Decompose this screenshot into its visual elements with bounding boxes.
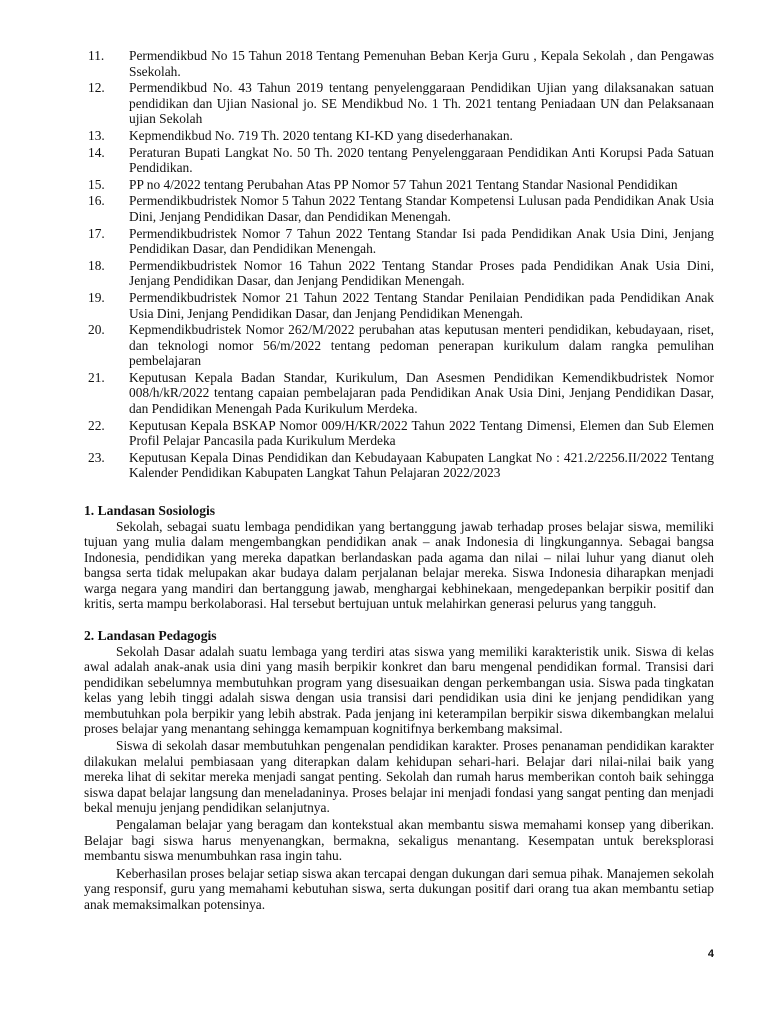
- reference-text: Kepmendikbudristek Nomor 262/M/2022 perubahan atas keputusan menteri pendidikan, kebudayaan, riset, dan teknologi nomor 56/m/2022 tentang pedoman penerapan kurikulum dalam rangka pemulihan pembelajaran: [129, 322, 714, 369]
- reference-text: Permendikbudristek Nomor 21 Tahun 2022 Tentang Standar Penilaian Pendidikan pada Pendidikan Anak Usia Dini, Jenjang Pendidikan Dasar, dan Jenjang Pendidikan Menengah.: [129, 289, 714, 321]
- reference-text: Kepmendikbud No. 719 Th. 2020 tentang KI-KD yang disederhanakan.: [129, 127, 513, 143]
- reference-number: 13.: [88, 127, 105, 143]
- paragraph: Sekolah, sebagai suatu lembaga pendidikan yang bertanggung jawab terhadap proses belajar siswa, memiliki tujuan yang mulia dalam mengembangkan pendidikan anak – anak Indonesia di lingkungannya. Sebagai bangsa Indonesia, pendidikan yang mereka dapatkan berlandaskan pada agama dan nilai – nilai luhur yang dianut oleh bangsa serta tidak melupakan akar budaya dalam perjalanan belajar mereka. Siswa Indonesia diharapkan menjadi warga negara yang mandiri dan bertanggung jawab, menghargai kebhinekaan, mengedepankan berpikir positif dan kritis, serta mampu berkolaborasi. Hal tersebut bertujuan untuk melahirkan generasi pelurus yang tangguh.: [84, 519, 714, 612]
- reference-number: 21.: [88, 369, 105, 385]
- reference-number: 15.: [88, 176, 105, 192]
- section-heading: 2. Landasan Pedagogis: [84, 628, 217, 643]
- reference-item: [88, 193, 714, 224]
- reference-item: [88, 370, 714, 417]
- reference-item: [88, 290, 714, 321]
- reference-text: Permendikbud No 15 Tahun 2018 Tentang Pemenuhan Beban Kerja Guru , Kepala Sekolah , dan Pengawas Ssekolah.: [129, 48, 714, 79]
- paragraph: Sekolah Dasar adalah suatu lembaga yang terdiri atas siswa yang memiliki karakteristik unik. Siswa di kelas awal adalah anak-anak usia dini yang masih berpikir konkret dan baru mengenal pendidikan formal. Transisi dari pendidikan sebelumnya membutuhkan program yang disesuaikan dengan perkembangan usia. Siswa pada tingkatan kelas yang lebih tinggi adalah siswa dengan usia transisi dari pendidikan usia dini ke jenjang pendidikan yang membutuhkan pola berpikir yang lebih abstrak. Pada jenjang ini keterampilan berpikir siswa dikembangkan melalui proses belajar yang menantang sehingga kemampuan kognitifnya berkembang maksimal.: [84, 644, 714, 737]
- reference-item: [88, 48, 714, 79]
- reference-text: PP no 4/2022 tentang Perubahan Atas PP Nomor 57 Tahun 2021 Tentang Standar Nasional Pendidikan: [129, 176, 678, 192]
- section-heading: 1. Landasan Sosiologis: [84, 503, 216, 518]
- reference-text: Keputusan Kepala Dinas Pendidikan dan Kebudayaan Kabupaten Langkat No : 421.2/2256.II/2022 Tentang Kalender Pendidikan Kabupaten Langkat Tahun Pelajaran 2022/2023: [129, 449, 714, 481]
- regulation-reference-list: [88, 48, 714, 482]
- reference-number: 18.: [88, 257, 105, 273]
- page-number: 4: [707, 948, 714, 960]
- reference-number: 16.: [88, 193, 105, 209]
- reference-text: Permendikbudristek Nomor 7 Tahun 2022 Tentang Standar Isi pada Pendidikan Anak Usia Dini, Jenjang Pendidikan Dasar, dan Pendidikan Menengah.: [129, 225, 714, 257]
- reference-number: 14.: [88, 144, 105, 160]
- reference-number: 20.: [88, 322, 105, 338]
- reference-number: 11.: [88, 48, 105, 63]
- reference-item: [88, 145, 714, 176]
- reference-item: [88, 177, 714, 193]
- reference-text: Peraturan Bupati Langkat No. 50 Th. 2020 tentang Penyelenggaraan Pendidikan Anti Korupsi Pada Satuan Pendidikan.: [129, 144, 714, 176]
- reference-item: [88, 80, 714, 127]
- section-landasan-sosiologis: [84, 503, 714, 613]
- paragraph: Siswa di sekolah dasar membutuhkan pengenalan pendidikan karakter. Proses penanaman pendidikan karakter dilakukan melalui pembiasaan yang diterapkan dalam kehidupan sehari-hari. Belajar dari nilai-nilai baik yang mereka lihat di sekitar mereka menjadi sangat penting. Sekolah dan rumah harus memberikan contoh baik sehingga siswa dapat belajar langsung dan meneladaninya. Proses belajar ini menjadi fondasi yang sangat penting dan menjadi bekal menuju jenjang pendidikan selanjutnya.: [84, 738, 714, 816]
- reference-text: Keputusan Kepala Badan Standar, Kurikulum, Dan Asesmen Pendidikan Kemendikbudristek Nomor 008/h/kR/2022 tentang capaian pembelajaran pada Pendidikan Anak Usia Dini, Jenjang Pendidikan Dasar, dan Pendidikan Menengah Pada Kurikulum Merdeka.: [129, 369, 714, 417]
- reference-item: [88, 450, 714, 481]
- section-landasan-pedagogis: [84, 628, 714, 914]
- reference-text: Permendikbud No. 43 Tahun 2019 tentang penyelenggaraan Pendidikan Ujian yang dilaksanakan satuan pendidikan dan Ujian Nasional jo. SE Mendikbud No. 1 Th. 2021 tentang Peniadaan UN dan Pelaksanaan ujian Sekolah: [129, 80, 714, 127]
- reference-item: [88, 128, 714, 144]
- reference-item: [88, 322, 714, 369]
- reference-number: 23.: [88, 449, 105, 465]
- reference-text: Keputusan Kepala BSKAP Nomor 009/H/KR/2022 Tahun 2022 Tentang Dimensi, Elemen dan Sub Elemen Profil Pelajar Pancasila pada Kurikulum Merdeka: [129, 417, 714, 449]
- reference-item: [88, 418, 714, 449]
- reference-number: 19.: [88, 289, 105, 305]
- reference-text: Permendikbudristek Nomor 16 Tahun 2022 Tentang Standar Proses pada Pendidikan Anak Usia Dini, Jenjang Pendidikan Dasar, dan Jenjang Pendidikan Menengah.: [129, 257, 714, 289]
- paragraph: Pengalaman belajar yang beragam dan kontekstual akan membantu siswa memahami konsep yang diberikan. Belajar bagi siswa harus menyenangkan, bermakna, sekaligus menantang. Kesempatan untuk bereksplorasi membantu siswa menumbuhkan rasa ingin tahu.: [84, 817, 714, 864]
- reference-number: 17.: [88, 225, 105, 241]
- paragraph: Keberhasilan proses belajar setiap siswa akan tercapai dengan dukungan dari semua pihak. Manajemen sekolah yang responsif, guru yang memahami kebutuhan siswa, serta dukungan positif dari orang tua akan membantu setiap anak memaksimalkan potensinya.: [84, 865, 714, 912]
- reference-text: Permendikbudristek Nomor 5 Tahun 2022 Tentang Standar Kompetensi Lulusan pada Pendidikan Anak Usia Dini, Jenjang Pendidikan Dasar, dan Pendidikan Menengah.: [129, 193, 714, 224]
- reference-item: [88, 258, 714, 289]
- reference-item: [88, 226, 714, 257]
- reference-number: 22.: [88, 417, 105, 433]
- reference-number: 12.: [88, 80, 105, 96]
